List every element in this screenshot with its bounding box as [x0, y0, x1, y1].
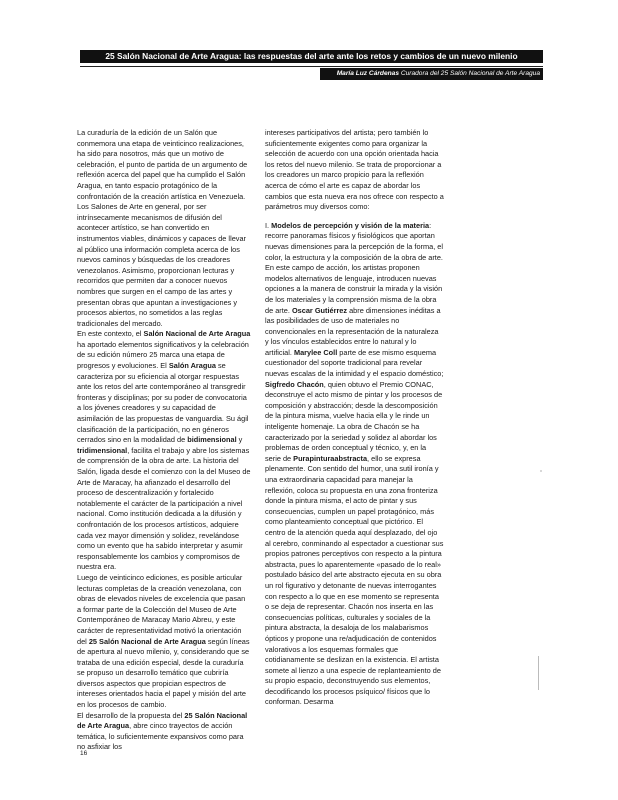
page-number: 16 [80, 750, 88, 757]
scan-mark [538, 656, 539, 690]
author-role: Curadora del 25 Salón Nacional de Arte Aragua [400, 70, 540, 77]
paragraph: La curaduría de la edición de un Salón que conmemora una etapa de veinticinco realizaciones, ha sido para nosotros, más que un motivo de celebración, el punto de partida de un argumento de reflexión acerca del papel que ha cumplido el Salón Aragua, en tanto espacio protagónico de la confrontación de la creación artística en Venezuela. Los Salones de Arte en general, por ser intrínsecamente mecanismos de difusión del acontecer artístico, se han convertido en instrumentos viables, dinámicos y capaces de llevar al público una información completa acerca de los nuevos caminos y búsquedas de los creadores venezolanos. Asimismo, proporcionan lecturas y recorridos que permiten dar a conocer nuevos nombres que surgen en el campo de las artes y presentan obras que apuntan a investigaciones y procesos abiertos, no sometidos a las reglas tradicionales del mercado. [77, 128, 248, 328]
paragraph: intereses participativos del artista; pero también lo suficientemente exigentes como para organizar la selección de acuerdo con una opción orientada hacia los retos del nuevo milenio. Se trata de proporcionar a los creadores un marco propicio para la reflexión acerca de cómo el arte es capaz de abordar los cambios que esta nueva era nos ofrece con respecto a parámetros muy diversos como: [265, 128, 444, 212]
paragraph: Luego de veinticinco ediciones, es posible articular lecturas completas de la creación venezolana, con obras de elevados niveles de excelencia que pasan a formar parte de la Colección del Museo de Arte Contemporáneo de Maracay Mario Abreu, y este carácter de representatividad motivó la orientación del 25 Salón Nacional de Arte Aragua según líneas de apertura al nuevo milenio, y, considerando que se trataba de una edición especial, desde la curaduría se propuso un desarrollo temático que cubriría diversos aspectos que propician espectros de intereses orientados hacia el papel y misión del arte en los procesos de cambio. [77, 572, 250, 710]
right-column [265, 128, 444, 708]
paragraph-gap [265, 213, 444, 221]
left-column [77, 128, 251, 753]
author-name: María Luz Cárdenas [336, 70, 399, 77]
scan-dot [540, 470, 542, 472]
paragraph: I. Modelos de percepción y visión de la materia: recorre panoramas físicos y fisiológicos que aportan nuevas dimensiones para la percepción de la forma, el color, la estructura y la composición de la obra de arte. En este campo de acción, los artistas proponen modelos alternativos de lenguaje, introducen nuevas opciones a la manera de construir la mirada y la visión de los materiales y la comprensión misma de la obra de arte. Oscar Gutiérrez abre dimensiones inéditas a las posibilidades de uso de materiales no convencionales en la representación de la naturaleza y los vínculos establecidos entre lo natural y lo artificial. Marylee Coll parte de ese mismo esquema cuestionador del soporte tradicional para revelar nuevas escalas de la intimidad y el espacio doméstico; Sigfredo Chacón, quien obtuvo el Premio CONAC, deconstruye el acto mismo de pintar y los procesos de composición y abstracción; desde la descomposición de la pintura misma, vuelve hacia ella y le rinde un inteligente homenaje. La obra de Chacón se ha caracterizado por la seriedad y solidez al abordar los problemas de orden conceptual y técnico, y, en la serie de Purapinturaabstracta, ello se expresa plenamente. Con sentido del humor, una sutil ironía y una extraordinaria capacidad para manejar la reflexión, coloca su propuesta en una zona fronteriza donde la pintura misma, el acto de pintar y sus consecuencias, cumplen un papel protagónico, más como planteamiento conceptual que pictórico. El centro de la atención queda aquí desplazado, del ojo al cerebro, conminando al espectador a cuestionar sus propios patrones perceptivos con respecto a la pintura abstracta, pues lo aparentemente «pasado de lo real» postulado básico del arte abstracto ejecuta en su obra un rol figurativo y detonante de nuevas interrogantes con respecto a lo que en ese momento se representa o se deja de representar. Chacón nos inserta en las consecuencias políticas, culturales y sociales de la pintura abstracta, la desaloja de los malabarismos ópticos y propone una re/adjudicación de contenidos valorativos a los esquemas formales que cotidianamente se deslizan en la existencia. El artista somete al lienzo a una especie de replanteamiento de su propio espacio, deconstruyendo sus elementos, decodificando los procesos psíquico/ físicos que lo conforman. Desarma [265, 220, 444, 707]
author-byline [320, 68, 543, 80]
header-rule [80, 66, 543, 67]
paragraph: En este contexto, el Salón Nacional de Arte Aragua ha aportado elementos significativos y la celebración de su edición número 25 marca una etapa de progresos y evoluciones. El Salón Aragua se caracteriza por su eficiencia al otorgar respuestas ante los retos del arte contemporáneo al transgredir fronteras y disciplinas; por su poder de convocatoria a los jóvenes creadores y su capacidad de asimilación de las propuestas de vanguardia. Su ágil clasificación de la participación, no en géneros cerrados sino en la modalidad de bidimensional y tridimensional, facilita el trabajo y abre los sistemas de comprensión de la obra de arte. La historia del Salón, ligada desde el comienzo con la del Museo de Arte de Maracay, ha afianzado el desarrollo del proceso de descentralización y fortalecido notablemente el carácter de la participación a nivel nacional. Como institución dedicada a la difusión y confrontación de los procesos artísticos, adquiere cada vez mayor dimensión y solidez, revelándose como un evento que ha sabido interpretar y asumir responsablemente los cambios y compromisos de nuestra era. [77, 329, 251, 572]
paragraph: El desarrollo de la propuesta del 25 Salón Nacional de Arte Aragua, abre cinco trayectos de acción temática, lo suficientemente expansivos como para no asfixiar los [77, 710, 248, 752]
article-title: 25 Salón Nacional de Arte Aragua: las respuestas del arte ante los retos y cambios de un nuevo milenio [80, 50, 543, 63]
